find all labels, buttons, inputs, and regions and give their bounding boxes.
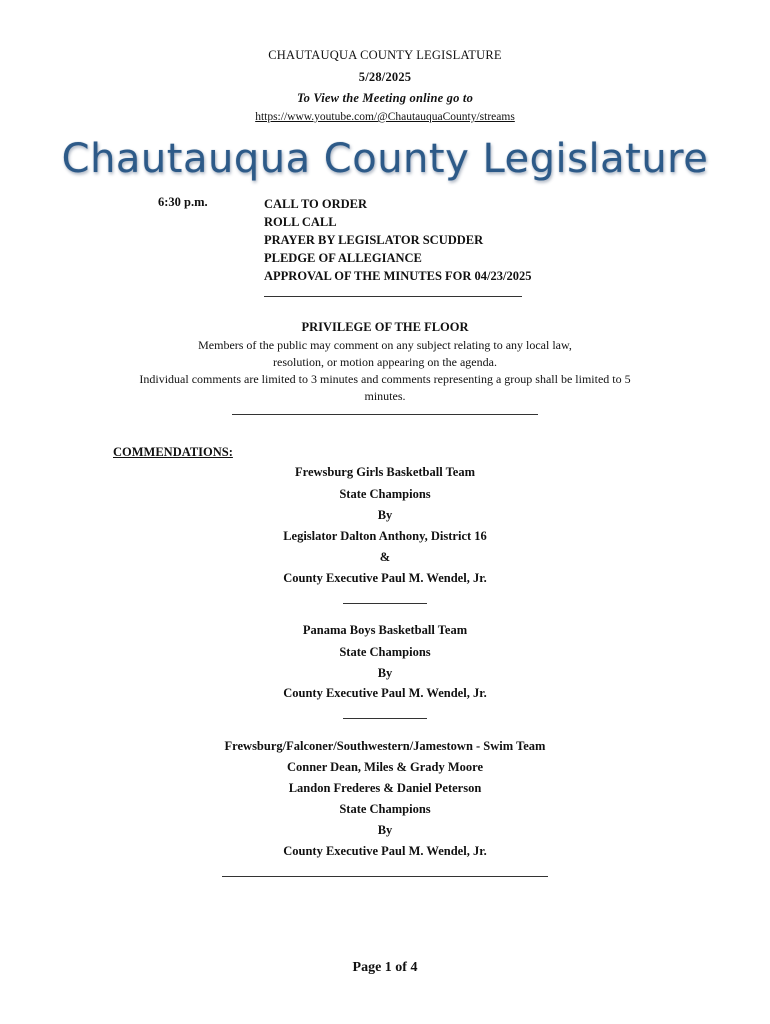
- agenda-list: [264, 195, 532, 285]
- commendation-line: Legislator Dalton Anthony, District 16: [283, 529, 487, 543]
- privilege-title: PRIVILEGE OF THE FLOOR: [301, 320, 469, 334]
- commendation-line: Frewsburg/Falconer/Southwestern/Jamestown - Swim Team: [224, 739, 546, 753]
- agenda-item: CALL TO ORDER: [264, 197, 368, 211]
- commendation-line: County Executive Paul M. Wendel, Jr.: [283, 686, 487, 700]
- commendation-line: State Champions: [339, 487, 431, 501]
- commendation-line: By: [377, 508, 393, 522]
- legislature-banner: Chautauqua County Legislature: [61, 136, 709, 182]
- commendation-line: By: [377, 823, 393, 837]
- divider: [343, 603, 427, 604]
- page-number: Page 1 of 4: [352, 960, 418, 975]
- privilege-line: resolution, or motion appearing on the agenda.: [273, 355, 497, 369]
- commendation-line: State Champions: [339, 645, 431, 659]
- commendation-line: Panama Boys Basketball Team: [302, 623, 468, 637]
- divider: [232, 414, 538, 415]
- privilege-line: minutes.: [364, 389, 406, 403]
- commendation-line: County Executive Paul M. Wendel, Jr.: [283, 571, 487, 585]
- view-online-text: To View the Meeting online go to: [296, 91, 474, 105]
- privilege-line: Members of the public may comment on any subject relating to any local law,: [198, 338, 572, 352]
- commendation-line: Landon Frederes & Daniel Peterson: [288, 781, 482, 795]
- commendation-line: &: [379, 550, 391, 564]
- privilege-line: Individual comments are limited to 3 minutes and comments representing a group shall be limited to 5: [139, 372, 631, 386]
- agenda-item: PRAYER BY LEGISLATOR SCUDDER: [264, 233, 484, 247]
- commendation-line: County Executive Paul M. Wendel, Jr.: [283, 844, 487, 858]
- stream-link[interactable]: https://www.youtube.com/@ChautauquaCounty/streams: [255, 111, 515, 123]
- commendation-line: State Champions: [339, 802, 431, 816]
- meeting-date: 5/28/2025: [358, 70, 412, 84]
- commendation-line: By: [377, 666, 393, 680]
- commendation-line: Conner Dean, Miles & Grady Moore: [286, 760, 484, 774]
- agenda-time: 6:30 p.m.: [158, 195, 208, 209]
- divider: [222, 876, 548, 877]
- org-heading: CHAUTAUQUA COUNTY LEGISLATURE: [268, 48, 502, 62]
- commendation-line: Frewsburg Girls Basketball Team: [295, 465, 475, 479]
- divider: [343, 718, 427, 719]
- agenda-item: PLEDGE OF ALLEGIANCE: [264, 251, 422, 265]
- agenda-item: ROLL CALL: [264, 215, 337, 229]
- commendations-title: COMMENDATIONS:: [113, 445, 233, 459]
- agenda-item: APPROVAL OF THE MINUTES FOR 04/23/2025: [264, 269, 532, 283]
- divider: [264, 296, 522, 297]
